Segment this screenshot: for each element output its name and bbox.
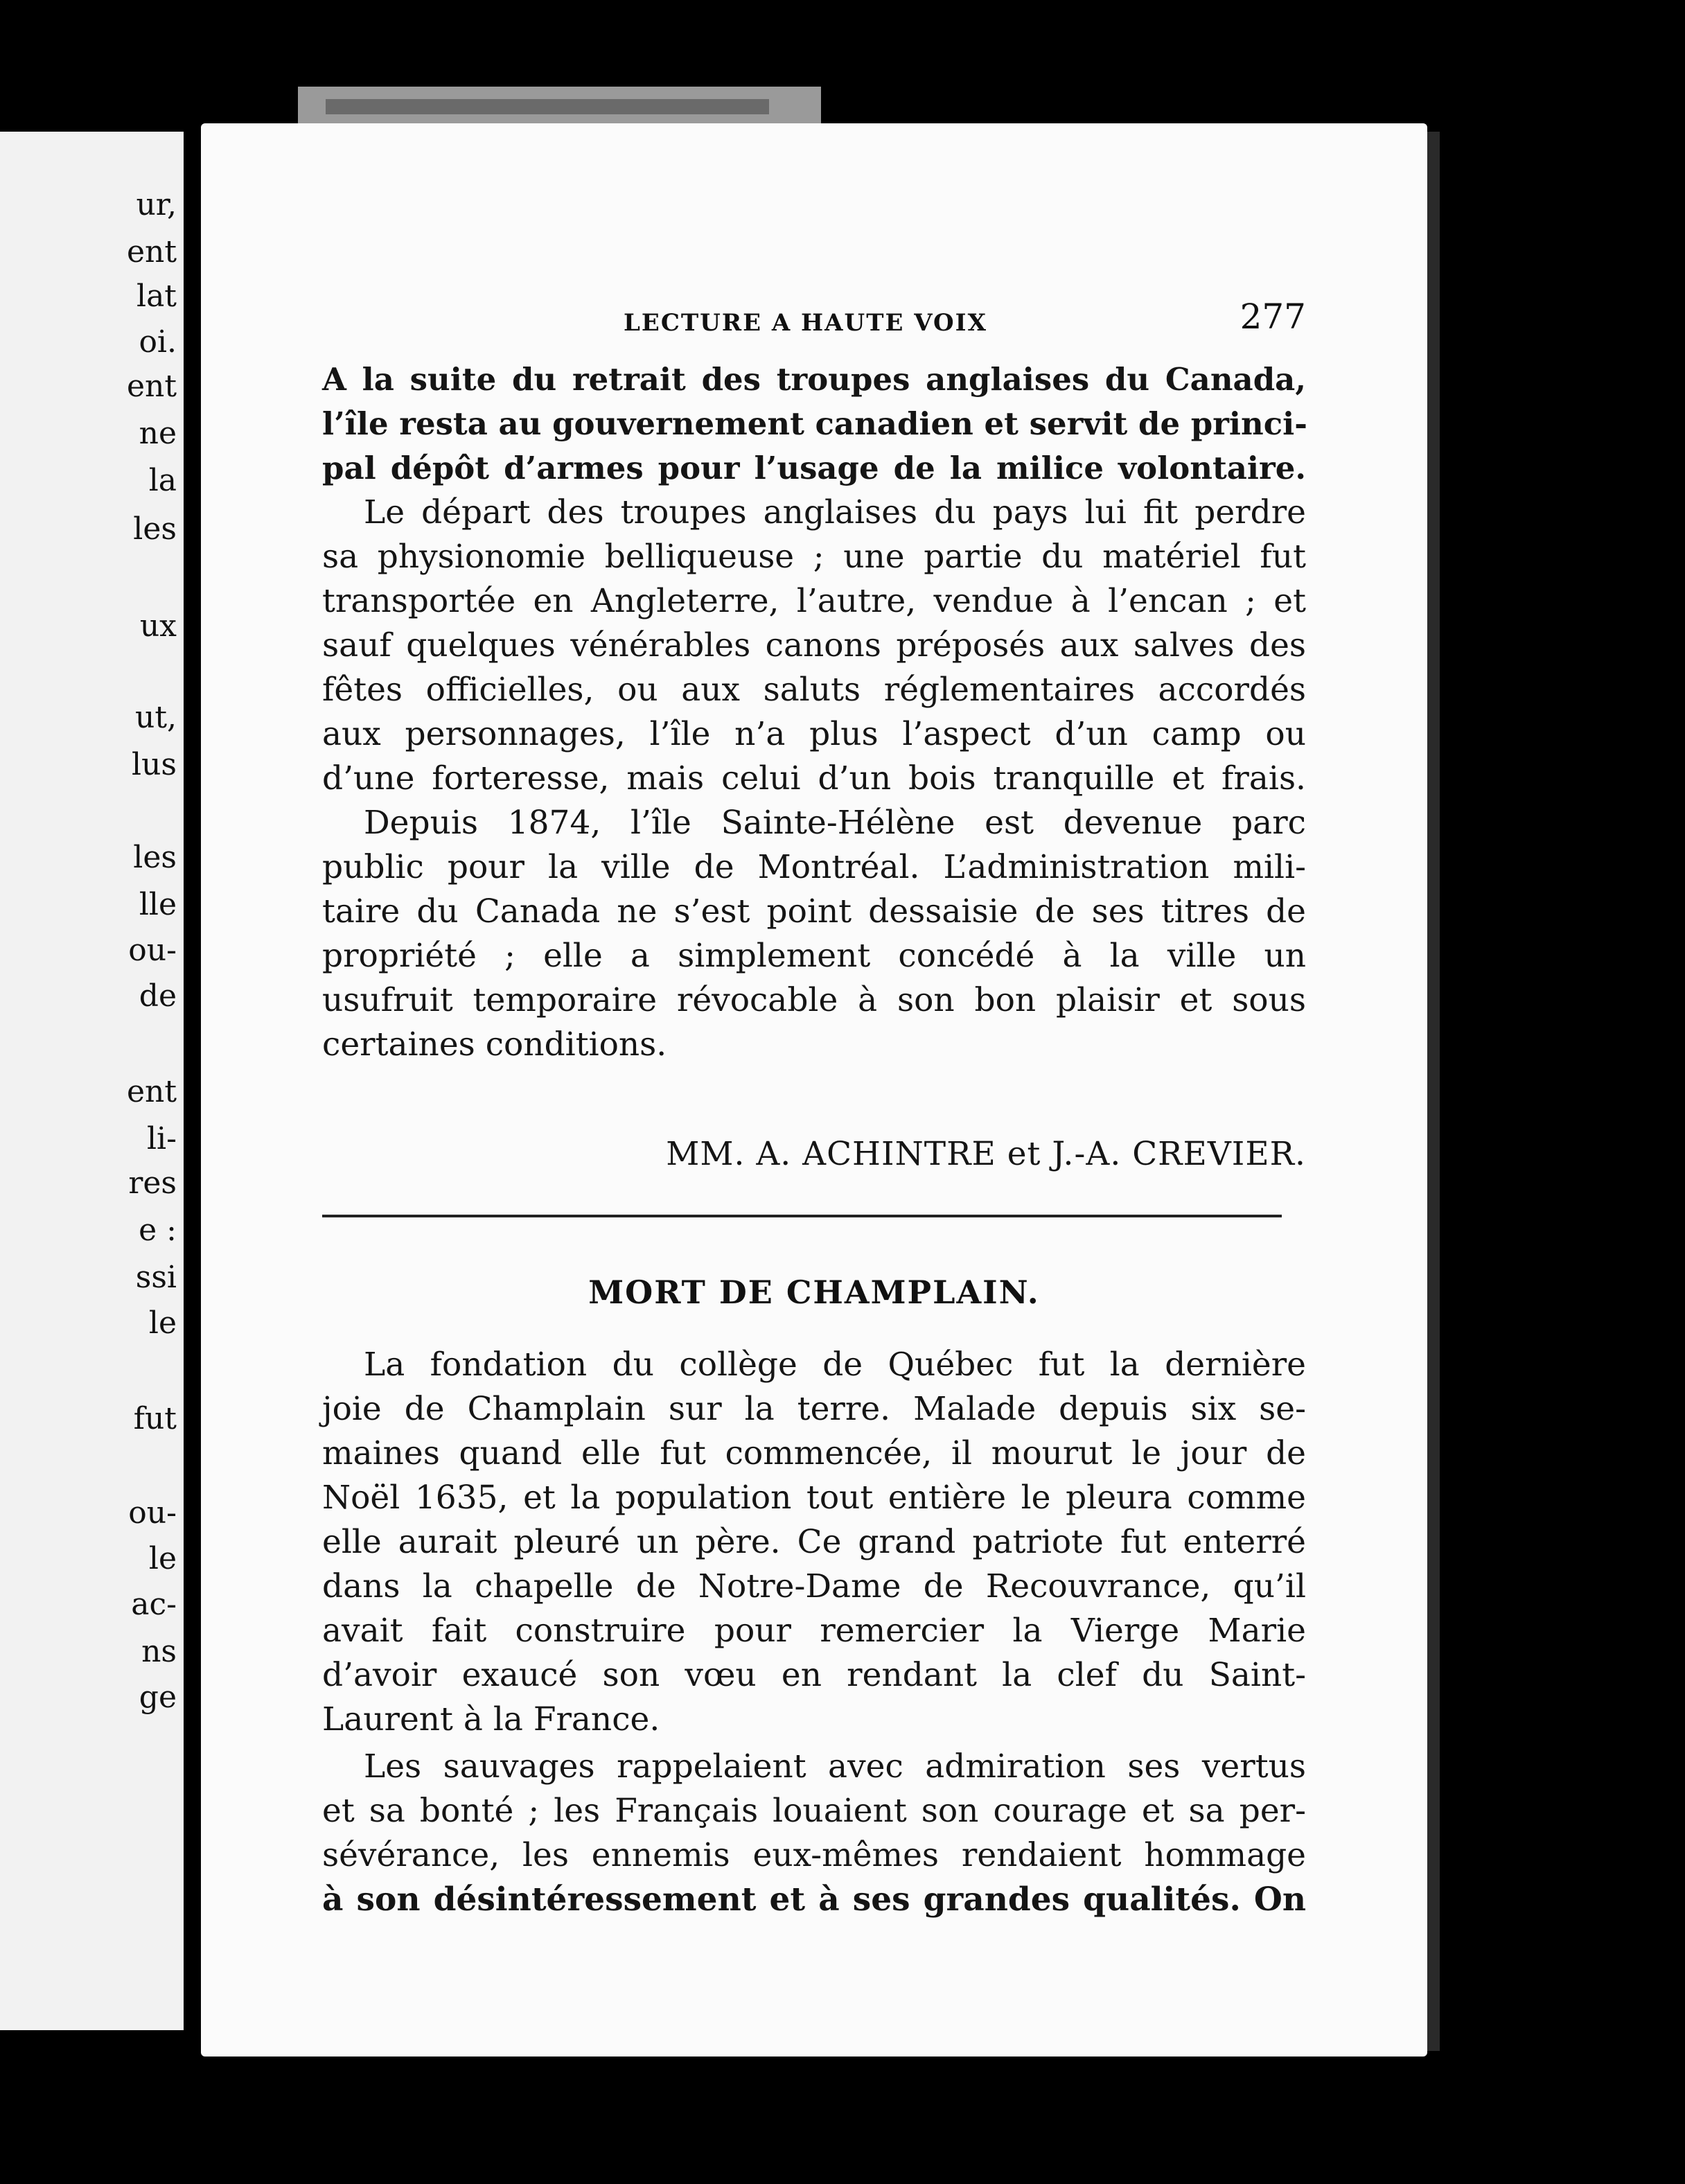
left-page-text-fragment: e : bbox=[139, 1213, 177, 1248]
text-line: certaines conditions. bbox=[322, 1025, 667, 1064]
text-line: d’avoir exaucé son vœu en rendant la clef du Saint- bbox=[322, 1656, 1306, 1694]
left-page-text-fragment: ur, bbox=[136, 187, 177, 222]
left-page-text-fragment: de bbox=[139, 978, 177, 1014]
text-line: elle aurait pleuré un père. Ce grand patriote fut enterré bbox=[322, 1523, 1306, 1561]
left-page-text-fragment: ou- bbox=[128, 933, 177, 968]
left-page-text-fragment: ssi bbox=[135, 1260, 177, 1295]
left-page-text-fragment: ut, bbox=[134, 700, 177, 735]
left-page-text-fragment: fut bbox=[133, 1401, 177, 1436]
left-page-text-fragment: ne bbox=[139, 416, 177, 451]
left-page-text-fragment: lus bbox=[132, 747, 177, 782]
running-title: LECTURE A HAUTE VOIX bbox=[624, 309, 987, 337]
left-page-text-fragment: li- bbox=[146, 1121, 177, 1156]
text-line: d’une forteresse, mais celui d’un bois tranquille et frais. bbox=[322, 759, 1306, 798]
left-page-text-fragment: res bbox=[128, 1165, 177, 1201]
left-page-text-fragment: les bbox=[133, 511, 177, 547]
text-line: fêtes officielles, ou aux saluts réglementaires accordés bbox=[322, 671, 1306, 709]
text-line: taire du Canada ne s’est point dessaisie de ses titres de bbox=[322, 892, 1306, 931]
text-line: joie de Champlain sur la terre. Malade depuis six se- bbox=[322, 1390, 1306, 1428]
text-line: sévérance, les ennemis eux-mêmes rendaient hommage bbox=[322, 1836, 1306, 1874]
left-page-text-fragment: ns bbox=[141, 1634, 177, 1669]
text-line: dans la chapelle de Notre-Dame de Recouvrance, qu’il bbox=[322, 1567, 1306, 1605]
left-page-text-fragment: oi. bbox=[139, 324, 177, 360]
article1-paragraph1 bbox=[322, 358, 1306, 491]
text-line: à son désintéressement et à ses grandes qualités. On bbox=[322, 1881, 1306, 1919]
left-page-text-fragment: ou- bbox=[128, 1495, 177, 1531]
running-head bbox=[201, 297, 1306, 338]
article1-paragraph3 bbox=[322, 801, 1306, 1067]
left-page-text-fragment: ent bbox=[126, 1074, 177, 1109]
left-page-text-fragment: lle bbox=[139, 887, 177, 922]
left-page-text-fragment: le bbox=[148, 1305, 177, 1341]
text-line: maines quand elle fut commencée, il mourut le jour de bbox=[322, 1434, 1306, 1472]
text-line: usufruit temporaire révocable à son bon plaisir et sous bbox=[322, 981, 1306, 1019]
text-line: public pour la ville de Montréal. L’administration mili- bbox=[322, 848, 1306, 886]
text-line: Depuis 1874, l’île Sainte-Hélène est devenue parc bbox=[364, 804, 1306, 842]
page-number: 277 bbox=[1240, 297, 1306, 337]
text-line: sa physionomie belliqueuse ; une partie du matériel fut bbox=[322, 538, 1306, 576]
left-page-text-fragment: ac- bbox=[131, 1587, 177, 1622]
left-page-text-fragment: ge bbox=[139, 1680, 177, 1715]
book-page bbox=[201, 123, 1427, 2057]
left-page-text-fragment: le bbox=[148, 1541, 177, 1576]
left-page-text-fragment: la bbox=[148, 463, 177, 498]
left-page-text-fragment: ent bbox=[126, 234, 177, 270]
author-signature: MM. A. ACHINTRE et J.-A. CREVIER. bbox=[666, 1135, 1306, 1173]
text-line: propriété ; elle a simplement concédé à la ville un bbox=[322, 937, 1306, 975]
text-line: et sa bonté ; les Français louaient son courage et sa per- bbox=[322, 1792, 1306, 1830]
text-line: A la suite du retrait des troupes anglaises du Canada, bbox=[322, 361, 1306, 398]
text-line: transportée en Angleterre, l’autre, vendue à l’encan ; et bbox=[322, 582, 1306, 620]
page-edge-shadow bbox=[1427, 132, 1440, 2051]
section-title: MORT DE CHAMPLAIN. bbox=[588, 1274, 1040, 1311]
section-divider bbox=[322, 1215, 1282, 1217]
text-line: l’île resta au gouvernement canadien et servit de princi- bbox=[322, 405, 1307, 442]
text-line: sauf quelques vénérables canons préposés aux salves des bbox=[322, 626, 1306, 664]
text-line: Laurent à la France. bbox=[322, 1700, 660, 1738]
text-line: Le départ des troupes anglaises du pays lui fit perdre bbox=[364, 493, 1306, 531]
text-line: Noël 1635, et la population tout entière le pleura comme bbox=[322, 1479, 1306, 1517]
left-page-text-fragment: les bbox=[133, 840, 177, 875]
left-page-text-fragment: lat bbox=[136, 279, 177, 314]
article1-paragraph2 bbox=[322, 491, 1306, 801]
text-line: La fondation du collège de Québec fut la dernière bbox=[364, 1346, 1306, 1384]
article2-paragraph1 bbox=[322, 1343, 1306, 1742]
previous-page-strip bbox=[0, 132, 184, 2030]
text-line: aux personnages, l’île n’a plus l’aspect d’un camp ou bbox=[322, 715, 1306, 753]
binding-gutter bbox=[184, 125, 201, 2051]
left-page-text-fragment: ent bbox=[126, 369, 177, 404]
text-line: avait fait construire pour remercier la Vierge Marie bbox=[322, 1612, 1306, 1650]
text-line: pal dépôt d’armes pour l’usage de la milice volontaire. bbox=[322, 450, 1306, 486]
left-page-text-fragment: ux bbox=[139, 608, 177, 644]
text-line: Les sauvages rappelaient avec admiration ses vertus bbox=[364, 1747, 1306, 1786]
article2-paragraph2 bbox=[322, 1745, 1306, 1922]
